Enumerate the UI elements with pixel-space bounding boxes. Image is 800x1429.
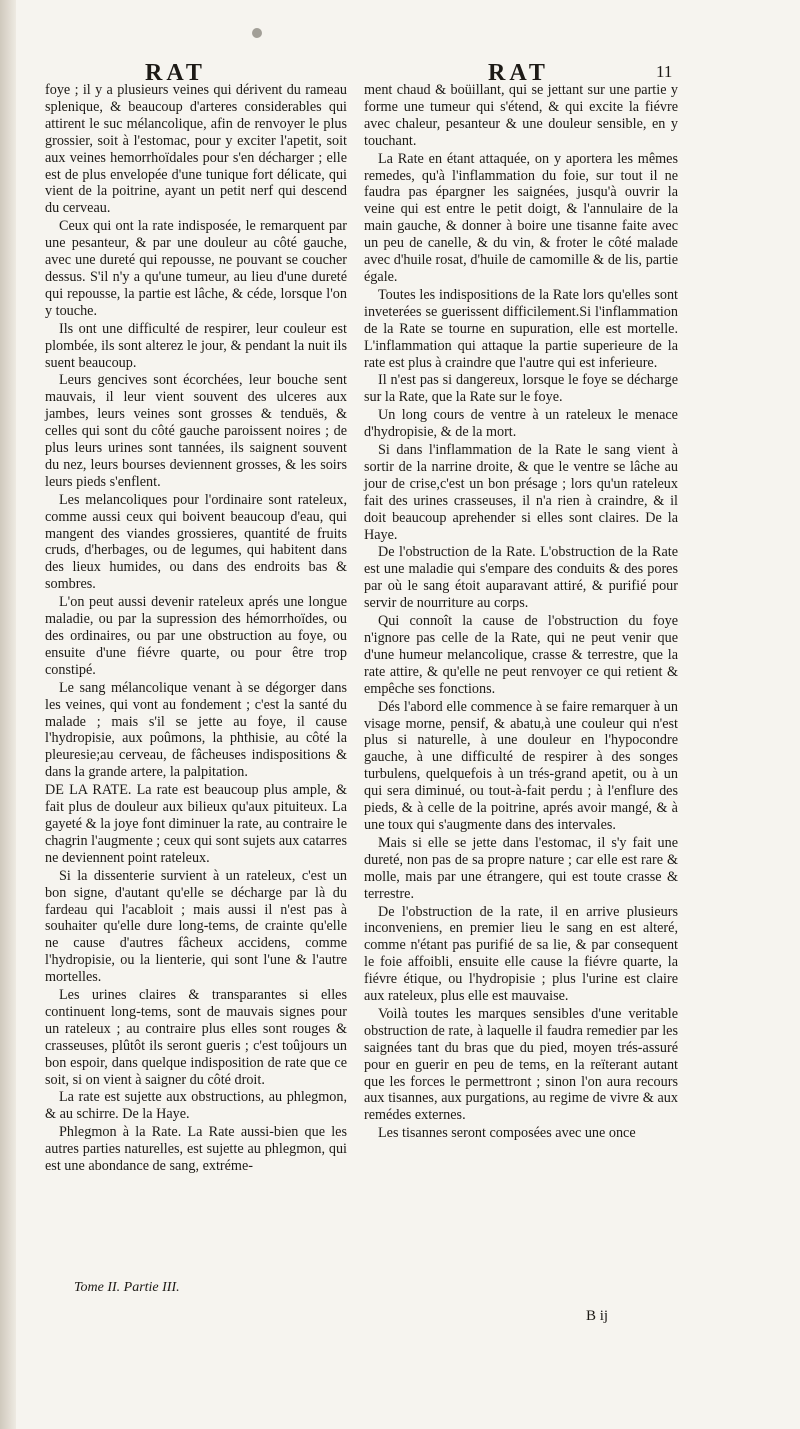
paragraph: Voilà toutes les marques sensibles d'une veritable obstruction de rate, à laquelle il faudra remedier par les saignées tant du bras que du pied, moyen trés-assuré pour en guerir en peu de tems, en la reïterant autant que les forces le permettront ; sinon l'on aura recours aux tisannes, aux purgations, au regime de vivre & aux remédes externes. [364, 1005, 678, 1124]
paragraph: La rate est sujette aux obstructions, au phlegmon, & au schirre. De la Haye. [45, 1089, 347, 1123]
paragraph: Mais si elle se jette dans l'estomac, il s'y fait une dureté, non pas de sa propre nature ; car elle est rare & molle, mais par une étrangere, qui est toute crasse & terrestre. [364, 834, 678, 902]
paragraph: Les tisannes seront composées avec une once [378, 1125, 636, 1142]
paragraph: Si dans l'inflammation de la Rate le sang vient à sortir de la narrine droite, & que le ventre se lâche au jour de crise,c'est un bon présage ; lors qu'un rateleux fait des urines crasseuses, il n'a rien à craindre, & il doit beaucoup aprehender si elles sont claires. De la Haye. [364, 442, 678, 543]
paragraph: Il n'est pas si dangereux, lorsque le foye se décharge sur la Rate, que la Rate sur le foye. [364, 372, 678, 406]
paragraph: Ils ont une difficulté de respirer, leur couleur est plombée, ils sont alterez le jour, & pendant la nuit ils suent beaucoup. [45, 320, 347, 371]
paragraph: Les melancoliques pour l'ordinaire sont rateleux, comme aussi ceux qui boivent beaucoup d'eau, qui mangent des viandes grossieres, quantité de fruits cruds, d'herbages, ou de legumes, qui habitent dans des lieux humides, ou dans des endroits bas & sombres. [45, 491, 347, 593]
paragraph: Un long cours de ventre à un rateleux le menace d'hydropisie, & de la mort. [364, 407, 678, 441]
paragraph: Dés l'abord elle commence à se faire remarquer à un visage morne, pensif, & abatu,à une couleur qui n'est plus si naturelle, à une douleur en l'hypocondre gauche, à une difficulté de respirer à des songes turbulens, quelquefois à un trés-grand apetit, ou à un qui sera diminué, ou tout-à-fait perdu ; à l'enflure des pieds, & à celle de la poitrine, aprés avoir mangé, & à une toux qui s'augmente dans des intervales. [364, 698, 678, 833]
paragraph: Toutes les indispositions de la Rate lors qu'elles sont inveterées se guerissent difficilement.Si l'inflammation de la Rate se tourne en supuration, elle est mortelle. L'inflammation qui attaque la partie superieure de la rate est plus à craindre que l'autre qui est inferieure. [364, 286, 678, 371]
paragraph: Ceux qui ont la rate indisposée, le remarquent par une pesanteur, & par une douleur au côté gauche, avec une dureté qui repousse, ne pouvant se coucher dessus. S'il n'y a qu'une tumeur, au lieu d'une dureté qui repousse, la partie est lâche, & céde, lorsque l'on y touche. [45, 218, 347, 319]
page-number: 11 [656, 62, 673, 81]
left-column [45, 82, 347, 1176]
book-spine-shadow [0, 0, 16, 1429]
paragraph: De l'obstruction de la rate, il en arrive plusieurs inconveniens, en premier lieu le sang en est alteré, comme n'étant pas purifié de sa lie, & par consequent le foie affoibli, ensuite elle cause la fiévre quarte, la fiévre étique, ou l'hydropisie ; plus l'urine est claire aux rateleux, plus elle est mauvaise. [364, 903, 678, 1005]
paragraph: ment chaud & boüillant, qui se jettant sur une partie y forme une tumeur qui s'étend, & qui excite la fiévre avec chaleur, pesanteur & une douleur sensible, en y touchant. [364, 82, 678, 149]
section-paragraph: De l'obstruction de la Rate. L'obstruction de la Rate est une maladie qui s'empare des conduits & des pores par où le sang étoit auparavant attiré, & purifié pour servir de nourriture au corps. [364, 544, 678, 612]
ink-blot [252, 28, 262, 38]
running-head-left: RAT [145, 60, 206, 86]
paragraph: foye ; il y a plusieurs veines qui dérivent du rameau splenique, & beaucoup d'arteres considerables qui attirent le suc mélancolique, afin de renvoyer le plus grossier, soit à l'estomac, pour y exciter l'apetit, soit aux veines hemorrhoïdales pour s'en décharger ; elle est de plus envelopée d'une tunique fort délicate, qui vient de la poitrine, ayant un petit nerf qui descend du cerveau. [45, 82, 347, 217]
signature-mark: B ij [586, 1308, 609, 1324]
right-column [364, 82, 678, 1143]
paragraph: Si la dissenterie survient à un rateleux, c'est un bon signe, d'autant qu'elle se décharge par là du fardeau qui l'acabloit ; mais aussi il n'est pas à souhaiter qu'elle dure long-tems, de crainte qu'elle ne cause d'autres fâcheux accidens, comme l'hydropisie, ou la lienterie, qui sont l'une & l'autre mortelles. [45, 867, 347, 986]
paragraph: Leurs gencives sont écorchées, leur bouche sent mauvais, il leur vient souvent des ulceres aux jambes, leurs veines sont grosses & tenduës, & celles qui sont du côté gauche paroissent noires ; de plus leurs urines sont tannées, ils saignent souvent du nez, leurs bourses deviennent grosses, & les soirs leurs pieds s'enflent. [45, 372, 347, 490]
section-paragraph: Phlegmon à la Rate. La Rate aussi-bien que les autres parties naturelles, est sujette au phlegmon, qui est une abondance de sang, extréme- [45, 1124, 347, 1175]
paragraph: Qui connoît la cause de l'obstruction du foye n'ignore pas celle de la Rate, qui ne peut venir que d'une humeur melancolique, crasse & terrestre, que la rate attire, & qu'elle ne peut renvoyer ce qui retient & empêche ses fonctions. [364, 613, 678, 697]
paragraph: Le sang mélancolique venant à se dégorger dans les veines, qui vont au fondement ; c'est la santé du malade ; mais s'il se jette au foye, il cause l'hydropisie, aux poûmons, la phthisie, au côté la pleuresie;au cerveau, de fâcheuses indispositions & dans la grande artere, la palpitation. [45, 679, 347, 781]
paragraph: Les urines claires & transparantes si elles continuent long-tems, sont de mauvais signes pour un rateleux ; au contraire plus elles sont rouges & crasseuses, plûtôt ils seront gueris ; c'est toûjours un bon espoir, dans quelque indisposition de rate que ce soit, si on vient à saigner du côté droit. [45, 987, 347, 1088]
running-head-right: RAT [488, 60, 549, 86]
volume-footer: Tome II. Partie III. [74, 1280, 180, 1295]
paragraph: La Rate en étant attaquée, on y aportera les mêmes remedes, qu'à l'inflammation du foie, sur tout il ne faudra pas épargner les saignées, jusqu'à ouvrir la veine qui est entre le petit doigt, & l'annulaire de la main gauche, & donner à boire une tisanne faite avec un peu de canelle, & du vin, & froter le côté malade avec d'huile rosat, d'huile de camomille & de lis, partie égale. [364, 150, 678, 285]
paragraph: L'on peut aussi devenir rateleux aprés une longue maladie, ou par la supression des hémorrhoïdes, ou des ordinaires, ou par une obstruction au foye, ou ensuite d'une fiévre quarte, ou pour être trop constipé. [45, 594, 347, 678]
section-paragraph: DE LA RATE. La rate est beaucoup plus ample, & fait plus de douleur aux bilieux qu'aux pituiteux. La gayeté & la joye font diminuer la rate, au contraire le chagrin l'augmente ; ceux qui sont sujets aux catarres ne deviennent point rateleux. [45, 782, 347, 866]
